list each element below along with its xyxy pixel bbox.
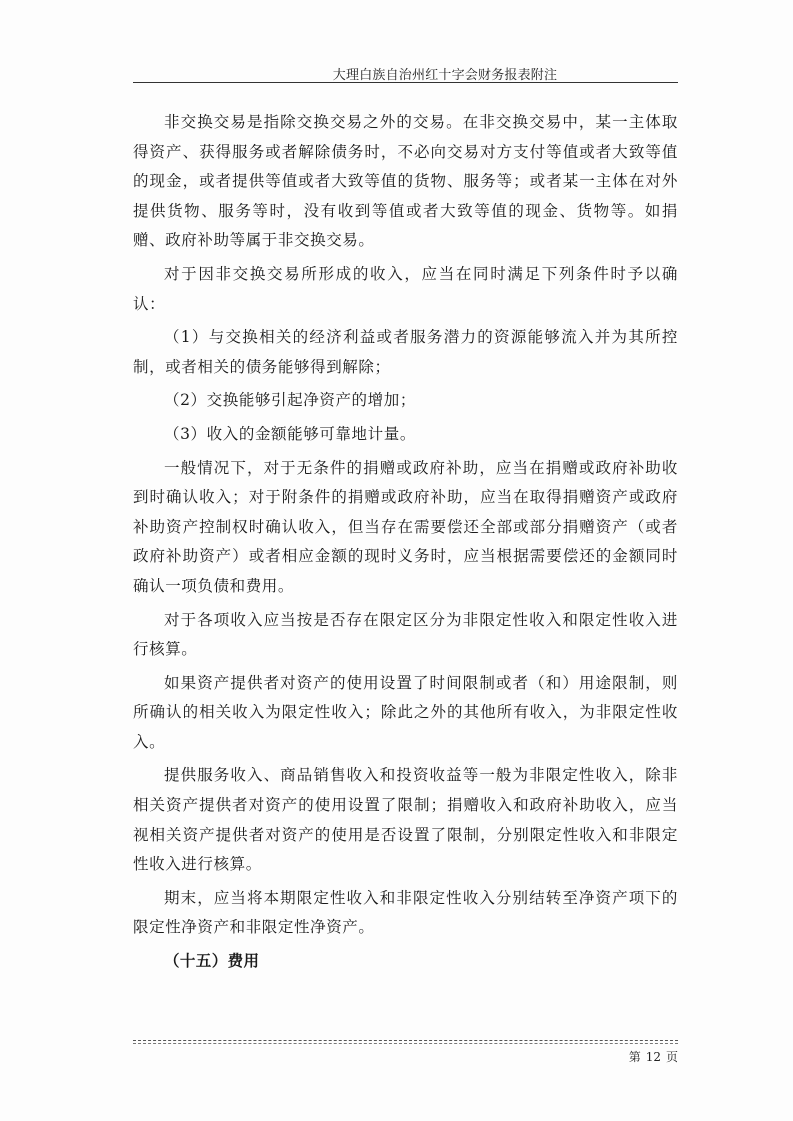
document-body [133, 108, 678, 977]
footer-divider [133, 1040, 678, 1041]
paragraph-restricted-definition: 如果资产提供者对资产的使用设置了时间限制或者（和）用途限制，则所确认的相关收入为限定性收入；除此之外的其他所有收入，为非限定性收入。 [133, 673, 678, 751]
condition-item-1: （1）与交换相关的经济利益或者服务潜力的资源能够流入并为其所控制，或者相关的债务能够得到解除； [133, 328, 678, 376]
paragraph-recognition-conditions: 对于因非交换交易所形成的收入，应当在同时满足下列条件时予以确认： [133, 264, 678, 313]
footer-divider-secondary [133, 1043, 678, 1044]
paragraph-service-income: 提供服务收入、商品销售收入和投资收益等一般为非限定性收入，除非相关资产提供者对资产的使用设置了限制；捐赠收入和政府补助收入，应当视相关资产提供者对资产的使用是否设置了限制，分别限定性收入和非限定性收入进行核算。 [133, 766, 678, 874]
page-number-prefix: 第 [628, 1050, 641, 1064]
paragraph-non-exchange-definition: 非交换交易是指除交换交易之外的交易。在非交换交易中，某一主体取得资产、获得服务或者解除债务时，不必向交易对方支付等值或者大致等值的现金，或者提供等值或者大致等值的货物、服务等；或者某一主体在对外提供货物、服务等时，没有收到等值或者大致等值的现金、货物等。如捐赠、政府补助等属于非交换交易。 [133, 113, 678, 250]
condition-item-2: （2）交换能够引起净资产的增加； [164, 391, 416, 410]
page-number-value: 12 [645, 1050, 661, 1064]
page-number-suffix: 页 [665, 1050, 678, 1064]
page-number [590, 1048, 678, 1065]
header-title: 大理白族自治州红十字会财务报表附注 [332, 68, 558, 83]
paragraph-period-end-transfer: 期末，应当将本期限定性收入和非限定性收入分别结转至净资产项下的限定性净资产和非限定性净资产。 [133, 888, 678, 937]
header-divider [133, 82, 678, 83]
paragraph-restricted-classification: 对于各项收入应当按是否存在限定区分为非限定性收入和限定性收入进行核算。 [133, 610, 678, 659]
section-heading-expenses: （十五）费用 [164, 952, 260, 971]
paragraph-donation-recognition: 一般情况下，对于无条件的捐赠或政府补助，应当在捐赠或政府补助收到时确认收入；对于附条件的捐赠或政府补助，应当在取得捐赠资产或政府补助资产控制权时确认收入，但当存在需要偿还全部或部分捐赠资产（或者政府补助资产）或者相应金额的现时义务时，应当根据需要偿还的金额同时确认一项负债和费用。 [133, 458, 678, 595]
condition-item-3: （3）收入的金额能够可靠地计量。 [164, 424, 416, 443]
